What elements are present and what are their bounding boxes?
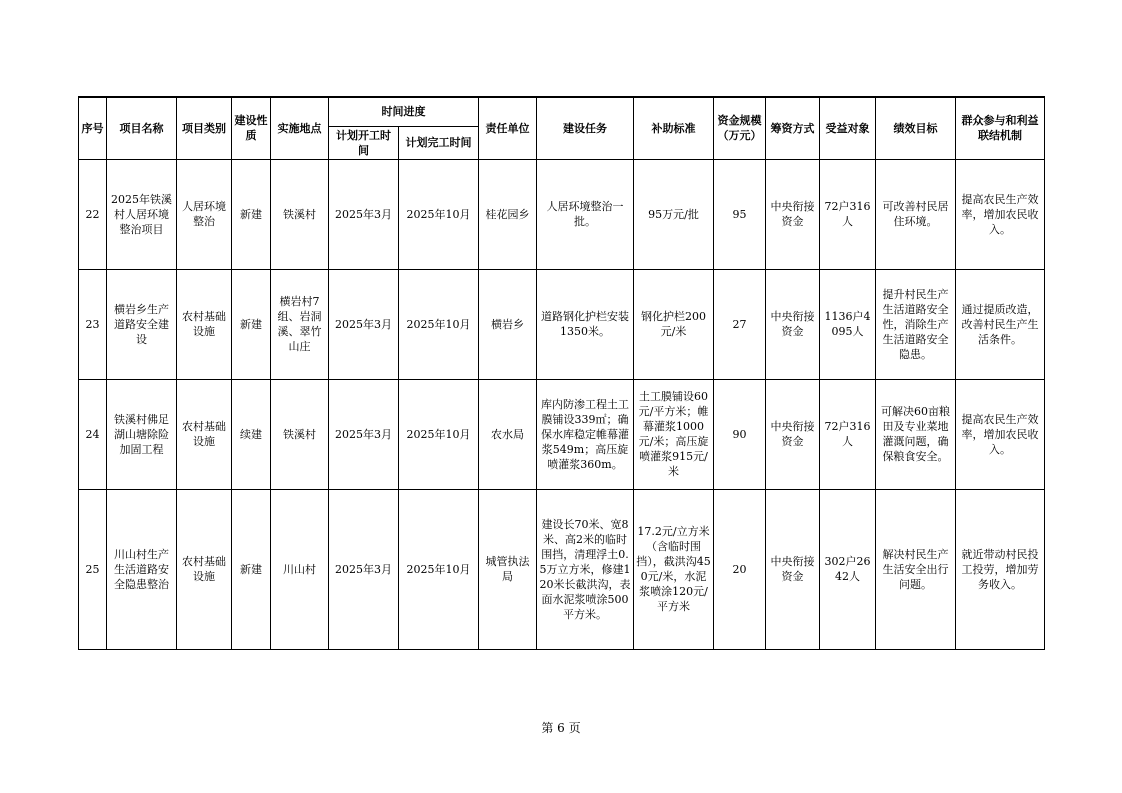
table-row — [79, 489, 1045, 649]
cell-funds: 27 — [714, 269, 766, 379]
cell-location: 川山村 — [271, 489, 329, 649]
cell-goal: 可改善村民居住环境。 — [876, 159, 956, 269]
header-unit: 责任单位 — [479, 97, 537, 159]
header-goal: 绩效目标 — [876, 97, 956, 159]
cell-subsidy: 钢化护栏200元/米 — [634, 269, 714, 379]
cell-no: 22 — [79, 159, 107, 269]
cell-task: 人居环境整治一批。 — [537, 159, 634, 269]
cell-start: 2025年3月 — [329, 159, 399, 269]
header-no: 序号 — [79, 97, 107, 159]
cell-category: 农村基础设施 — [177, 489, 232, 649]
cell-finish: 2025年10月 — [399, 379, 479, 489]
cell-beneficiary: 72户316人 — [820, 379, 876, 489]
cell-name: 2025年铁溪村人居环境整治项目 — [107, 159, 177, 269]
cell-unit: 城管执法局 — [479, 489, 537, 649]
cell-funding-method: 中央衔接资金 — [766, 269, 820, 379]
cell-funds: 95 — [714, 159, 766, 269]
cell-beneficiary: 72户316人 — [820, 159, 876, 269]
header-finish: 计划完工时间 — [399, 126, 479, 159]
cell-nature: 续建 — [232, 379, 271, 489]
cell-mechanism: 就近带动村民投工投劳，增加劳务收入。 — [956, 489, 1045, 649]
cell-subsidy: 95万元/批 — [634, 159, 714, 269]
cell-name: 川山村生产生活道路安全隐患整治 — [107, 489, 177, 649]
cell-name: 铁溪村佛足湖山塘除险加固工程 — [107, 379, 177, 489]
cell-unit: 农水局 — [479, 379, 537, 489]
cell-funding-method: 中央衔接资金 — [766, 379, 820, 489]
cell-location: 铁溪村 — [271, 379, 329, 489]
header-subsidy: 补助标准 — [634, 97, 714, 159]
project-table — [78, 96, 1045, 650]
cell-finish: 2025年10月 — [399, 269, 479, 379]
cell-start: 2025年3月 — [329, 379, 399, 489]
cell-funding-method: 中央衔接资金 — [766, 159, 820, 269]
header-nature: 建设性质 — [232, 97, 271, 159]
cell-finish: 2025年10月 — [399, 489, 479, 649]
cell-no: 24 — [79, 379, 107, 489]
cell-unit: 桂花园乡 — [479, 159, 537, 269]
cell-finish: 2025年10月 — [399, 159, 479, 269]
cell-no: 23 — [79, 269, 107, 379]
cell-category: 农村基础设施 — [177, 269, 232, 379]
cell-location: 铁溪村 — [271, 159, 329, 269]
cell-mechanism: 提高农民生产效率，增加农民收入。 — [956, 159, 1045, 269]
cell-start: 2025年3月 — [329, 269, 399, 379]
table-row — [79, 269, 1045, 379]
table-row — [79, 159, 1045, 269]
cell-beneficiary: 1136户4095人 — [820, 269, 876, 379]
cell-nature: 新建 — [232, 269, 271, 379]
cell-funds: 90 — [714, 379, 766, 489]
cell-location: 横岩村7组、岩洞溪、翠竹山庄 — [271, 269, 329, 379]
header-beneficiary: 受益对象 — [820, 97, 876, 159]
cell-funding-method: 中央衔接资金 — [766, 489, 820, 649]
cell-name: 横岩乡生产道路安全建设 — [107, 269, 177, 379]
cell-beneficiary: 302户2642人 — [820, 489, 876, 649]
page-number: 第 6 页 — [541, 721, 581, 735]
cell-goal: 可解决60亩粮田及专业菜地灌溉问题，确保粮食安全。 — [876, 379, 956, 489]
header-schedule: 时间进度 — [329, 97, 479, 126]
cell-funds: 20 — [714, 489, 766, 649]
header-funding-method: 筹资方式 — [766, 97, 820, 159]
table-row — [79, 379, 1045, 489]
cell-start: 2025年3月 — [329, 489, 399, 649]
cell-goal: 解决村民生产生活安全出行问题。 — [876, 489, 956, 649]
cell-subsidy: 土工膜铺设60元/平方米；帷幕灌浆1000元/米；高压旋喷灌浆915元/米 — [634, 379, 714, 489]
cell-mechanism: 通过提质改造，改善村民生产生活条件。 — [956, 269, 1045, 379]
cell-subsidy: 17.2元/立方米（含临时围挡），截洪沟450元/米，水泥浆喷涂120元/平方米 — [634, 489, 714, 649]
cell-mechanism: 提高农民生产效率，增加农民收入。 — [956, 379, 1045, 489]
cell-category: 人居环境整治 — [177, 159, 232, 269]
cell-nature: 新建 — [232, 159, 271, 269]
cell-task: 道路钢化护栏安装1350米。 — [537, 269, 634, 379]
cell-task: 建设长70米、宽8米、高2米的临时围挡，清理浮土0.5万立方米，修建120米长截洪沟，表面水泥浆喷涂500平方米。 — [537, 489, 634, 649]
header-funds: 资金规模（万元） — [714, 97, 766, 159]
header-location: 实施地点 — [271, 97, 329, 159]
header-mechanism: 群众参与和利益联结机制 — [956, 97, 1045, 159]
header-category: 项目类别 — [177, 97, 232, 159]
header-name: 项目名称 — [107, 97, 177, 159]
cell-unit: 横岩乡 — [479, 269, 537, 379]
header-task: 建设任务 — [537, 97, 634, 159]
cell-nature: 新建 — [232, 489, 271, 649]
header-start: 计划开工时间 — [329, 126, 399, 159]
cell-task: 库内防渗工程土工膜铺设339㎡；确保水库稳定帷幕灌浆549m；高压旋喷灌浆360m。 — [537, 379, 634, 489]
cell-category: 农村基础设施 — [177, 379, 232, 489]
cell-goal: 提升村民生产生活道路安全性，消除生产生活道路安全隐患。 — [876, 269, 956, 379]
cell-no: 25 — [79, 489, 107, 649]
